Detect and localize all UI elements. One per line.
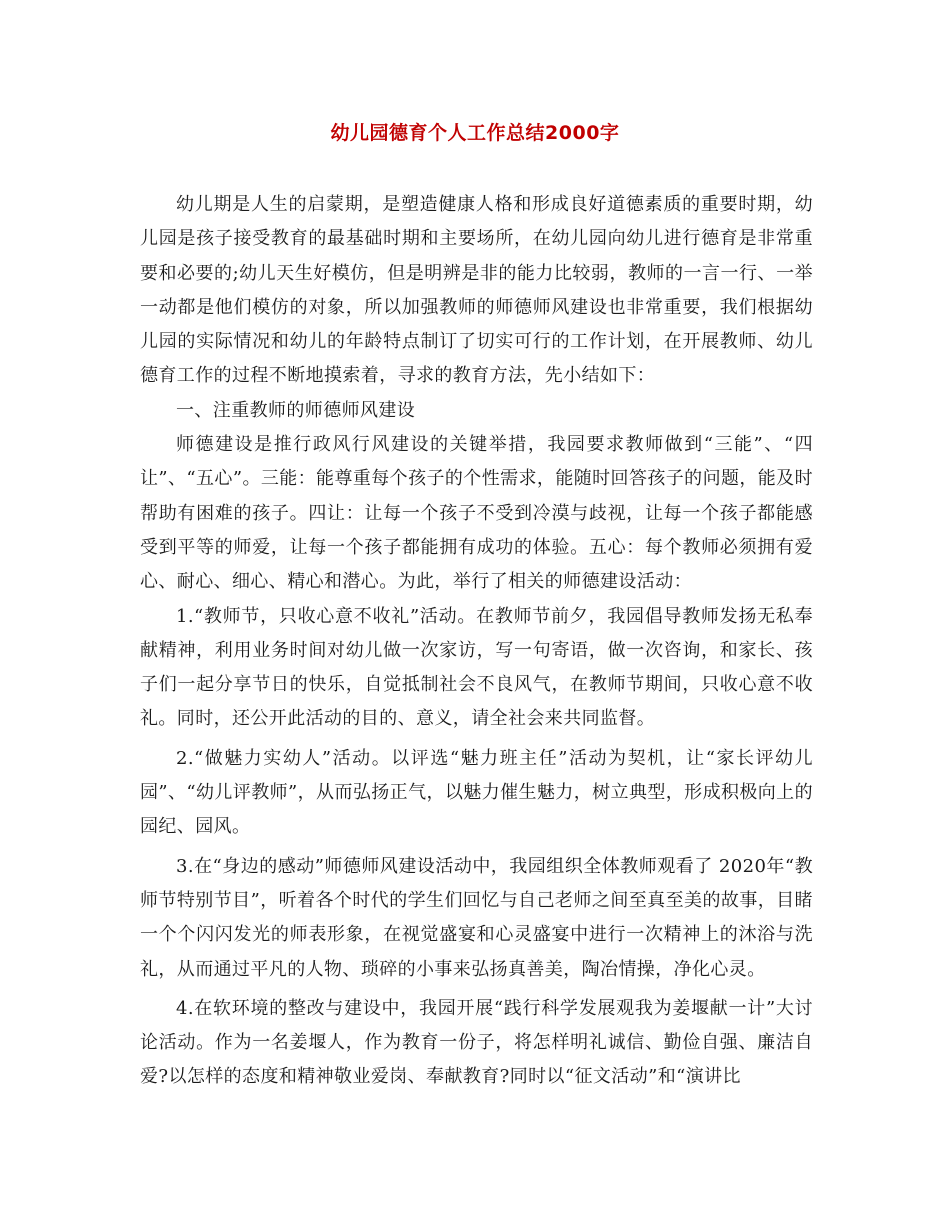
section-heading: 一、注重教师的师德师风建设 — [176, 399, 416, 421]
document-body — [140, 188, 813, 1095]
paragraph-item-4: 4.在软环境的整改与建设中，我园开展“践行科学发展观我为姜堰献一计”大讨论活动。作为一名姜堰人，作为教育一份子，将怎样明礼诚信、勤俭自强、廉洁自爱?以怎样的态度和精神敬业爱岗、奉献教育?同时以“征文活动”和“演讲比 — [140, 997, 813, 1088]
paragraph-item-1: 1.“教师节，只收心意不收礼”活动。在教师节前夕，我园倡导教师发扬无私奉献精神，利用业务时间对幼儿做一次家访，写一句寄语，做一次咨询，和家长、孩子们一起分享节日的快乐，自觉抵制社会不良风气，在教师节期间，只收心意不收礼。同时，还公开此活动的目的、意义，请全社会来共同监督。 — [140, 605, 813, 730]
paragraph-item-2: 2.“做魅力实幼人”活动。以评选“魅力班主任”活动为契机，让“家长评幼儿园”、“幼儿评教师”，从而弘扬正气，以魅力催生魅力，树立典型，形成积极向上的园纪、园风。 — [140, 747, 813, 838]
paragraph-intro: 幼儿期是人生的启蒙期，是塑造健康人格和形成良好道德素质的重要时期，幼儿园是孩子接受教育的最基础时期和主要场所，在幼儿园向幼儿进行德育是非常重要和必要的;幼儿天生好模仿，但是明辨是非的能力比较弱，教师的一言一行、一举一动都是他们模仿的对象，所以加强教师的师德师风建设也非常重要，我们根据幼儿园的实际情况和幼儿的年龄特点制订了切实可行的工作计划，在开展教师、幼儿德育工作的过程不断地摸索着，寻求的教育方法，先小结如下： — [140, 194, 813, 387]
paragraph-teacher-ethics: 师德建设是推行政风行风建设的关键举措，我园要求教师做到“三能”、“四让”、“五心”。三能：能尊重每个孩子的个性需求，能随时回答孩子的问题，能及时帮助有困难的孩子。四让：让每一个孩子不受到冷漠与歧视，让每一个孩子都能感受到平等的师爱，让每一个孩子都能拥有成功的体验。五心：每个教师必须拥有爱心、耐心、细心、精心和潜心。为此，举行了相关的师德建设活动： — [140, 434, 813, 593]
document-title: 幼儿园德育个人工作总结2000字 — [330, 122, 620, 144]
paragraph-item-3: 3.在“身边的感动”师德师风建设活动中，我园组织全体教师观看了 2020年“教师节特别节目”，听着各个时代的学生们回忆与自己老师之间至真至美的故事，目睹一个个闪闪发光的师表形象，在视觉盛宴和心灵盛宴中进行一次精神上的沐浴与洗礼，从而通过平凡的人物、琐碎的小事来弘扬真善美，陶冶情操，净化心灵。 — [140, 855, 813, 980]
